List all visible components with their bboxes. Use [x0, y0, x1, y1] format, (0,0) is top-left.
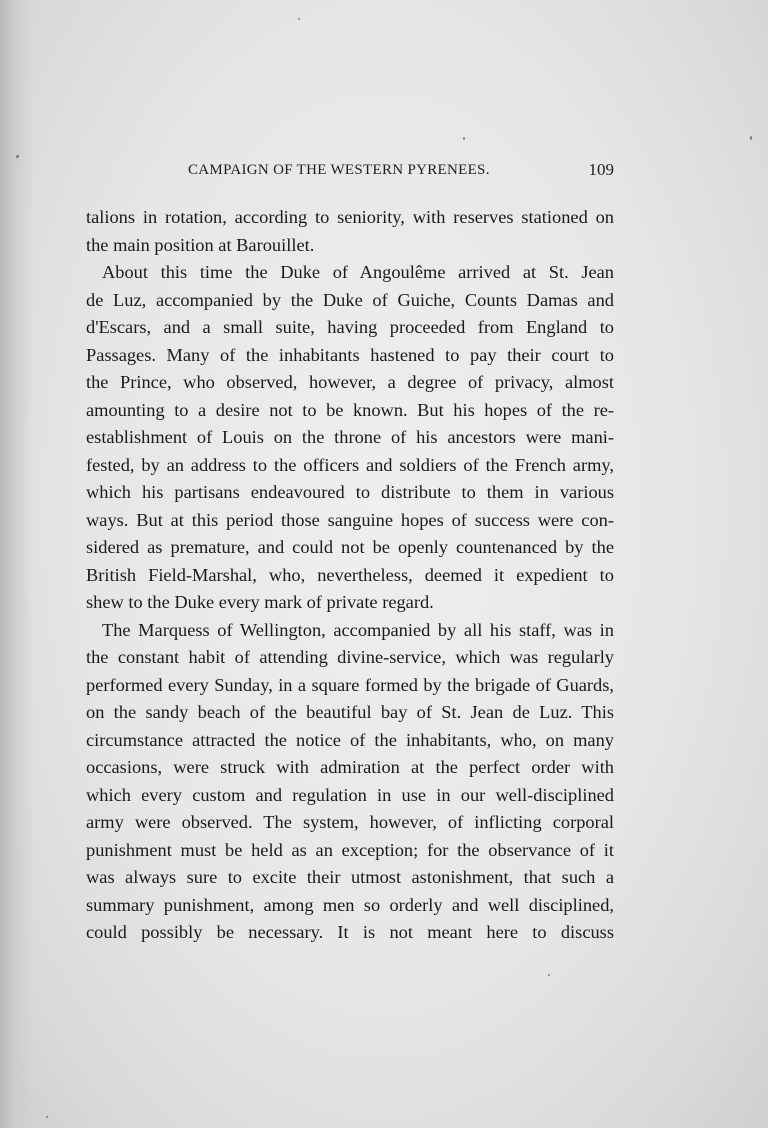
paper-speck	[548, 974, 550, 976]
text-line: de Luz, accompanied by the Duke of Guiche, Counts Damas and	[86, 289, 614, 310]
text-line: performed every Sunday, in a square formed by the brigade of Guards,	[86, 674, 614, 695]
paragraph-start-line: The Marquess of Wellington, accompanied by all his staff, was in	[102, 619, 614, 640]
text-line: on the sandy beach of the beautiful bay of St. Jean de Luz. This	[86, 702, 614, 722]
text-line: circumstance attracted the notice of the inhabitants, who, on many	[86, 729, 614, 750]
paper-speck	[750, 136, 752, 140]
text-line: which every custom and regulation in use in our well-disciplined	[86, 784, 614, 805]
text-line: talions in rotation, according to seniority, with reserves stationed on	[86, 207, 614, 227]
running-title: CAMPAIGN OF THE WESTERN PYRENEES.	[188, 162, 490, 178]
paper-speck	[16, 155, 19, 158]
text-line: army were observed. The system, however, of inflicting corporal	[86, 812, 614, 832]
binding-gutter-shadow	[0, 0, 34, 1128]
text-line: sidered as premature, and could not be openly countenanced by the	[86, 537, 614, 557]
text-line: shew to the Duke every mark of private regard.	[86, 592, 434, 612]
text-line: d'Escars, and a small suite, having proceeded from England to	[86, 317, 614, 337]
body-text	[86, 204, 614, 947]
text-line: the main position at Barouillet.	[86, 234, 315, 255]
text-line: was always sure to excite their utmost astonishment, that such a	[86, 867, 614, 887]
text-line: which his partisans endeavoured to distribute to them in various	[86, 482, 614, 502]
page-number: 109	[588, 160, 614, 179]
text-line: the constant habit of attending divine-service, which was regularly	[86, 647, 614, 667]
text-line: Passages. Many of the inhabitants hastened to pay their court to	[86, 344, 614, 365]
text-line: amounting to a desire not to be known. But his hopes of the re-	[86, 399, 614, 420]
text-line: the Prince, who observed, however, a degree of privacy, almost	[86, 372, 614, 392]
text-line: British Field-Marshal, who, nevertheless, deemed it expedient to	[86, 564, 614, 585]
text-line: occasions, were struck with admiration at the perfect order with	[86, 757, 614, 777]
text-line: ways. But at this period those sanguine hopes of success were con-	[86, 509, 614, 530]
text-line: could possibly be necessary. It is not meant here to discuss	[86, 922, 614, 942]
running-header	[188, 162, 614, 186]
text-line: fested, by an address to the officers and soldiers of the French army,	[86, 454, 614, 475]
paper-speck	[463, 137, 465, 140]
paper-speck	[46, 1116, 48, 1118]
paper-speck	[298, 18, 300, 20]
paragraph-start-line: About this time the Duke of Angoulême arrived at St. Jean	[102, 262, 614, 282]
text-line: punishment must be held as an exception; for the observance of it	[86, 839, 614, 860]
text-line: summary punishment, among men so orderly and well disciplined,	[86, 894, 614, 915]
text-line: establishment of Louis on the throne of his ancestors were mani-	[86, 427, 614, 447]
